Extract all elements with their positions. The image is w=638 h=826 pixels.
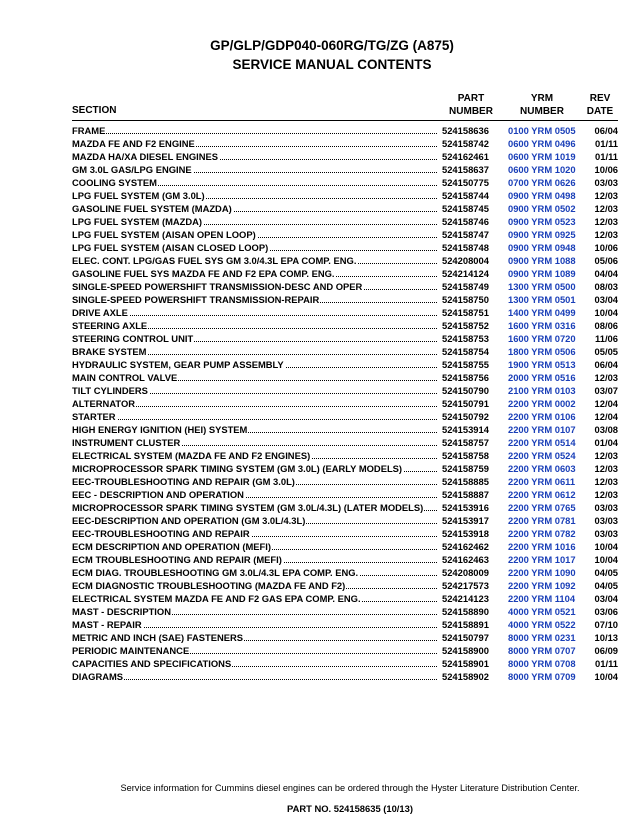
row-yrm-number: 2200 YRM 0611 [508,476,576,487]
row-rev-date: 12/04 [594,411,618,422]
row-yrm-number: 2100 YRM 0103 [508,385,576,396]
row-part-number: 524158753 [442,333,489,344]
row-section-name: EEC - DESCRIPTION AND OPERATION [72,489,244,500]
table-row [72,670,620,683]
row-section-cell [72,384,437,397]
dot-leader [72,419,437,420]
row-section-name: HIGH ENERGY IGNITION (HEI) SYSTEM [72,424,248,435]
table-row [72,540,620,553]
row-part-number: 524158759 [442,463,489,474]
row-rev-date: 12/03 [594,489,618,500]
dot-leader [72,133,437,134]
header-divider [72,120,618,121]
row-section-name: LPG FUEL SYSTEM (AISAN OPEN LOOP) [72,229,256,240]
row-section-name: PERIODIC MAINTENANCE [72,645,190,656]
row-rev-date: 08/06 [594,320,618,331]
row-part-number: 524158746 [442,216,489,227]
row-rev-date: 03/07 [594,385,618,396]
row-part-number: 524208004 [442,255,489,266]
row-part-number: 524153914 [442,424,489,435]
row-part-number: 524158758 [442,450,489,461]
table-row [72,501,620,514]
row-yrm-number: 1300 YRM 0500 [508,281,576,292]
row-section-name: STARTER [72,411,116,422]
row-section-cell [72,670,437,683]
row-part-number: 524158745 [442,203,489,214]
row-section-name: GASOLINE FUEL SYSTEM (MAZDA) [72,203,232,214]
row-section-cell [72,137,437,150]
row-rev-date: 12/03 [594,229,618,240]
row-section-cell [72,592,437,605]
row-section-cell [72,371,437,384]
row-rev-date: 03/04 [594,294,618,305]
header-part-line1: PART [457,93,485,104]
row-section-cell [72,566,437,579]
row-part-number: 524158749 [442,281,489,292]
row-section-cell [72,280,437,293]
row-section-cell [72,410,437,423]
header-section: SECTION [72,105,117,116]
row-section-cell [72,163,437,176]
row-rev-date: 11/06 [595,333,618,344]
table-row [72,423,620,436]
row-section-cell [72,462,437,475]
table-row [72,384,620,397]
row-yrm-number: 0600 YRM 0496 [508,138,576,149]
row-section-name: ECM DESCRIPTION AND OPERATION (MEFI) [72,541,271,552]
table-row [72,358,620,371]
table-row [72,488,620,501]
row-yrm-number: 0900 YRM 1089 [508,268,576,279]
row-rev-date: 03/03 [594,502,618,513]
row-part-number: 524208009 [442,567,489,578]
row-part-number: 524158887 [442,489,489,500]
row-rev-date: 04/05 [594,567,618,578]
row-section-name: ELECTRICAL SYSTEM (MAZDA FE AND F2 ENGINES) [72,450,311,461]
row-section-name: CAPACITIES AND SPECIFICATIONS [72,658,232,669]
table-row [72,124,620,137]
row-section-cell [72,657,437,670]
row-section-cell [72,293,437,306]
row-part-number: 524214124 [442,268,489,279]
header-rev-line2: DATE [586,106,614,117]
row-section-cell [72,475,437,488]
row-yrm-number: 1900 YRM 0513 [508,359,576,370]
row-part-number: 524150791 [442,398,489,409]
table-row [72,215,620,228]
row-rev-date: 03/03 [594,528,618,539]
table-row [72,475,620,488]
row-section-name: FRAME [72,125,106,136]
row-section-cell [72,527,437,540]
row-part-number: 524150790 [442,385,489,396]
row-yrm-number: 1600 YRM 0720 [508,333,576,344]
row-yrm-number: 0900 YRM 0925 [508,229,576,240]
row-rev-date: 06/09 [594,645,618,656]
row-section-cell [72,306,437,319]
row-rev-date: 03/03 [594,515,618,526]
row-section-cell [72,202,437,215]
row-part-number: 524158754 [442,346,489,357]
row-rev-date: 05/05 [594,346,618,357]
header-yrm-number [506,92,578,118]
row-section-cell [72,553,437,566]
row-part-number: 524158900 [442,645,489,656]
document-subtitle: SERVICE MANUAL CONTENTS [232,57,432,72]
row-section-cell [72,267,437,280]
row-yrm-number: 0100 YRM 0505 [508,125,576,136]
row-yrm-number: 8000 YRM 0231 [508,632,576,643]
table-row [72,345,620,358]
row-yrm-number: 2200 YRM 0106 [508,411,576,422]
row-section-name: MICROPROCESSOR SPARK TIMING SYSTEM (GM 3.0L) (EARLY MODELS) [72,463,403,474]
table-row [72,631,620,644]
row-rev-date: 12/03 [594,372,618,383]
row-part-number: 524153916 [442,502,489,513]
row-rev-date: 05/06 [594,255,618,266]
row-section-cell [72,605,437,618]
row-section-name: SINGLE-SPEED POWERSHIFT TRANSMISSION-REPAIR [72,294,320,305]
row-section-cell [72,319,437,332]
row-yrm-number: 0900 YRM 0502 [508,203,576,214]
row-yrm-number: 8000 YRM 0707 [508,645,576,656]
row-yrm-number: 1300 YRM 0501 [508,294,576,305]
row-section-cell [72,397,437,410]
row-part-number: 524158891 [442,619,489,630]
document-title: GP/GLP/GDP040-060RG/TG/ZG (A875) [210,38,454,53]
table-row [72,189,620,202]
table-row [72,319,620,332]
table-row [72,150,620,163]
table-row [72,202,620,215]
row-part-number: 524158750 [442,294,489,305]
row-section-name: BRAKE SYSTEM [72,346,147,357]
table-row [72,449,620,462]
row-yrm-number: 1800 YRM 0506 [508,346,576,357]
row-section-name: ELECTRICAL SYSTEM MAZDA FE AND F2 GAS EPA COMP. ENG. [72,593,361,604]
row-rev-date: 01/11 [595,138,618,149]
row-section-cell [72,449,437,462]
row-yrm-number: 2200 YRM 0524 [508,450,576,461]
table-row [72,579,620,592]
row-rev-date: 12/03 [594,190,618,201]
row-section-name: MAZDA HA/XA DIESEL ENGINES [72,151,219,162]
row-section-cell [72,254,437,267]
row-rev-date: 10/06 [594,164,618,175]
row-section-name: DRIVE AXLE [72,307,128,318]
row-part-number: 524158885 [442,476,489,487]
row-section-name: INSTRUMENT CLUSTER [72,437,181,448]
row-section-name: SINGLE-SPEED POWERSHIFT TRANSMISSION-DESC AND OPER [72,281,363,292]
row-rev-date: 01/11 [595,658,618,669]
row-section-cell [72,241,437,254]
row-section-name: STEERING CONTROL UNIT [72,333,194,344]
row-section-name: HYDRAULIC SYSTEM, GEAR PUMP ASSEMBLY [72,359,284,370]
row-yrm-number: 0900 YRM 0948 [508,242,576,253]
row-part-number: 524158751 [442,307,489,318]
row-yrm-number: 2000 YRM 0516 [508,372,576,383]
row-rev-date: 03/03 [594,177,618,188]
row-yrm-number: 0900 YRM 0523 [508,216,576,227]
row-rev-date: 03/04 [594,593,618,604]
row-section-name: GM 3.0L GAS/LPG ENGINE [72,164,192,175]
row-section-cell [72,215,437,228]
row-part-number: 524158755 [442,359,489,370]
footer-part-number: PART NO. 524158635 (10/13) [287,803,413,814]
row-yrm-number: 2200 YRM 1016 [508,541,576,552]
table-row [72,371,620,384]
row-part-number: 524158748 [442,242,489,253]
row-rev-date: 06/04 [594,359,618,370]
header-rev-date [582,92,618,118]
table-row [72,436,620,449]
table-row [72,228,620,241]
row-part-number: 524162463 [442,554,489,565]
table-row [72,644,620,657]
row-section-cell [72,579,437,592]
row-section-name: MAZDA FE AND F2 ENGINE [72,138,195,149]
row-yrm-number: 2200 YRM 1104 [508,593,576,604]
row-section-cell [72,332,437,345]
row-yrm-number: 2200 YRM 1017 [508,554,576,565]
row-rev-date: 04/05 [594,580,618,591]
row-yrm-number: 2200 YRM 0765 [508,502,576,513]
table-row [72,163,620,176]
row-rev-date: 01/04 [594,437,618,448]
row-section-cell [72,540,437,553]
row-yrm-number: 8000 YRM 0709 [508,671,576,682]
row-section-cell [72,345,437,358]
row-section-cell [72,124,437,137]
row-rev-date: 12/03 [594,450,618,461]
table-row [72,176,620,189]
dot-leader [72,679,437,680]
row-yrm-number: 1400 YRM 0499 [508,307,576,318]
header-part-line2: NUMBER [449,106,493,117]
row-section-name: LPG FUEL SYSTEM (AISAN CLOSED LOOP) [72,242,269,253]
row-rev-date: 10/04 [594,541,618,552]
row-section-name: ECM DIAGNOSTIC TROUBLESHOOTING (MAZDA FE AND F2) [72,580,346,591]
row-yrm-number: 2200 YRM 1090 [508,567,576,578]
table-row [72,410,620,423]
row-yrm-number: 4000 YRM 0522 [508,619,576,630]
row-part-number: 524158742 [442,138,489,149]
row-section-name: METRIC AND INCH (SAE) FASTENERS [72,632,244,643]
row-part-number: 524150792 [442,411,489,422]
row-section-cell [72,150,437,163]
row-section-cell [72,514,437,527]
row-section-cell [72,618,437,631]
row-rev-date: 08/03 [594,281,618,292]
table-row [72,462,620,475]
row-section-name: EEC-DESCRIPTION AND OPERATION (GM 3.0L/4.3L) [72,515,306,526]
row-section-cell [72,358,437,371]
table-row [72,553,620,566]
row-part-number: 524158902 [442,671,489,682]
row-part-number: 524158890 [442,606,489,617]
row-yrm-number: 4000 YRM 0521 [508,606,576,617]
row-section-cell [72,423,437,436]
table-row [72,527,620,540]
table-row [72,657,620,670]
row-rev-date: 07/10 [594,619,618,630]
table-row [72,618,620,631]
row-yrm-number: 2200 YRM 0781 [508,515,576,526]
row-part-number: 524162461 [442,151,489,162]
row-yrm-number: 2200 YRM 0782 [508,528,576,539]
row-rev-date: 01/11 [595,151,618,162]
header-yrm-line1: YRM [530,93,554,104]
contents-table [72,124,620,683]
row-part-number: 524214123 [442,593,489,604]
header-yrm-line2: NUMBER [520,106,564,117]
row-section-cell [72,501,437,514]
row-section-name: TILT CYLINDERS [72,385,148,396]
row-part-number: 524153917 [442,515,489,526]
row-rev-date: 03/06 [594,606,618,617]
row-section-cell [72,436,437,449]
row-section-name: MAST - DESCRIPTION [72,606,171,617]
table-row [72,592,620,605]
row-rev-date: 10/04 [594,671,618,682]
row-part-number: 524158756 [442,372,489,383]
row-section-name: ECM TROUBLESHOOTING AND REPAIR (MEFI) [72,554,282,565]
row-yrm-number: 8000 YRM 0708 [508,658,576,669]
row-yrm-number: 2200 YRM 0612 [508,489,576,500]
row-yrm-number: 2200 YRM 0107 [508,424,576,435]
table-row [72,566,620,579]
row-section-name: COOLING SYSTEM [72,177,157,188]
table-row [72,397,620,410]
row-section-name: LPG FUEL SYSTEM (GM 3.0L) [72,190,205,201]
row-section-name: ALTERNATOR [72,398,136,409]
row-section-name: STEERING AXLE [72,320,148,331]
row-section-name: MAST - REPAIR [72,619,142,630]
row-rev-date: 12/03 [594,216,618,227]
row-yrm-number: 2200 YRM 0002 [508,398,576,409]
row-section-cell [72,228,437,241]
row-yrm-number: 2200 YRM 1092 [508,580,576,591]
row-part-number: 524217573 [442,580,489,591]
row-yrm-number: 0900 YRM 0498 [508,190,576,201]
table-row [72,332,620,345]
row-section-name: ECM DIAG. TROUBLESHOOTING GM 3.0L/4.3L EPA COMP. ENG. [72,567,359,578]
header-part-number [444,92,498,118]
row-part-number: 524162462 [442,541,489,552]
row-rev-date: 10/13 [594,632,618,643]
row-part-number: 524150797 [442,632,489,643]
row-section-name: LPG FUEL SYSTEM (MAZDA) [72,216,203,227]
footer-note: Service information for Cummins diesel engines can be ordered through the Hyster Literature Distribution Center. [120,783,580,793]
table-row [72,280,620,293]
row-rev-date: 10/04 [594,307,618,318]
row-rev-date: 10/04 [594,554,618,565]
row-part-number: 524158901 [442,658,489,669]
row-rev-date: 04/04 [594,268,618,279]
table-row [72,605,620,618]
row-rev-date: 12/03 [594,463,618,474]
row-rev-date: 10/06 [594,242,618,253]
row-section-name: GASOLINE FUEL SYS MAZDA FE AND F2 EPA COMP. ENG. [72,268,335,279]
row-part-number: 524150775 [442,177,489,188]
row-section-cell [72,631,437,644]
row-rev-date: 12/03 [594,476,618,487]
row-section-cell [72,488,437,501]
row-yrm-number: 0600 YRM 1020 [508,164,576,175]
row-yrm-number: 2200 YRM 0514 [508,437,576,448]
row-part-number: 524158757 [442,437,489,448]
row-part-number: 524158752 [442,320,489,331]
row-section-cell [72,644,437,657]
table-row [72,241,620,254]
row-yrm-number: 1600 YRM 0316 [508,320,576,331]
row-yrm-number: 0900 YRM 1088 [508,255,576,266]
row-section-name: MICROPROCESSOR SPARK TIMING SYSTEM (GM 3.0L/4.3L) (LATER MODELS) [72,502,424,513]
row-section-cell [72,189,437,202]
row-part-number: 524158637 [442,164,489,175]
row-section-name: MAIN CONTROL VALVE [72,372,178,383]
table-row [72,306,620,319]
row-yrm-number: 0600 YRM 1019 [508,151,576,162]
table-row [72,137,620,150]
row-part-number: 524158747 [442,229,489,240]
row-section-name: EEC-TROUBLESHOOTING AND REPAIR [72,528,250,539]
table-row [72,293,620,306]
row-section-name: DIAGRAMS [72,671,124,682]
row-part-number: 524153918 [442,528,489,539]
row-rev-date: 12/04 [594,398,618,409]
row-yrm-number: 2200 YRM 0603 [508,463,576,474]
row-rev-date: 03/08 [594,424,618,435]
row-section-cell [72,176,437,189]
table-row [72,254,620,267]
table-row [72,267,620,280]
row-part-number: 524158636 [442,125,489,136]
row-rev-date: 12/03 [594,203,618,214]
row-rev-date: 06/04 [594,125,618,136]
row-section-name: EEC-TROUBLESHOOTING AND REPAIR (GM 3.0L) [72,476,295,487]
row-section-name: ELEC. CONT. LPG/GAS FUEL SYS GM 3.0/4.3L EPA COMP. ENG. [72,255,357,266]
row-part-number: 524158744 [442,190,489,201]
table-row [72,514,620,527]
header-rev-line1: REV [589,93,611,104]
row-yrm-number: 0700 YRM 0626 [508,177,576,188]
